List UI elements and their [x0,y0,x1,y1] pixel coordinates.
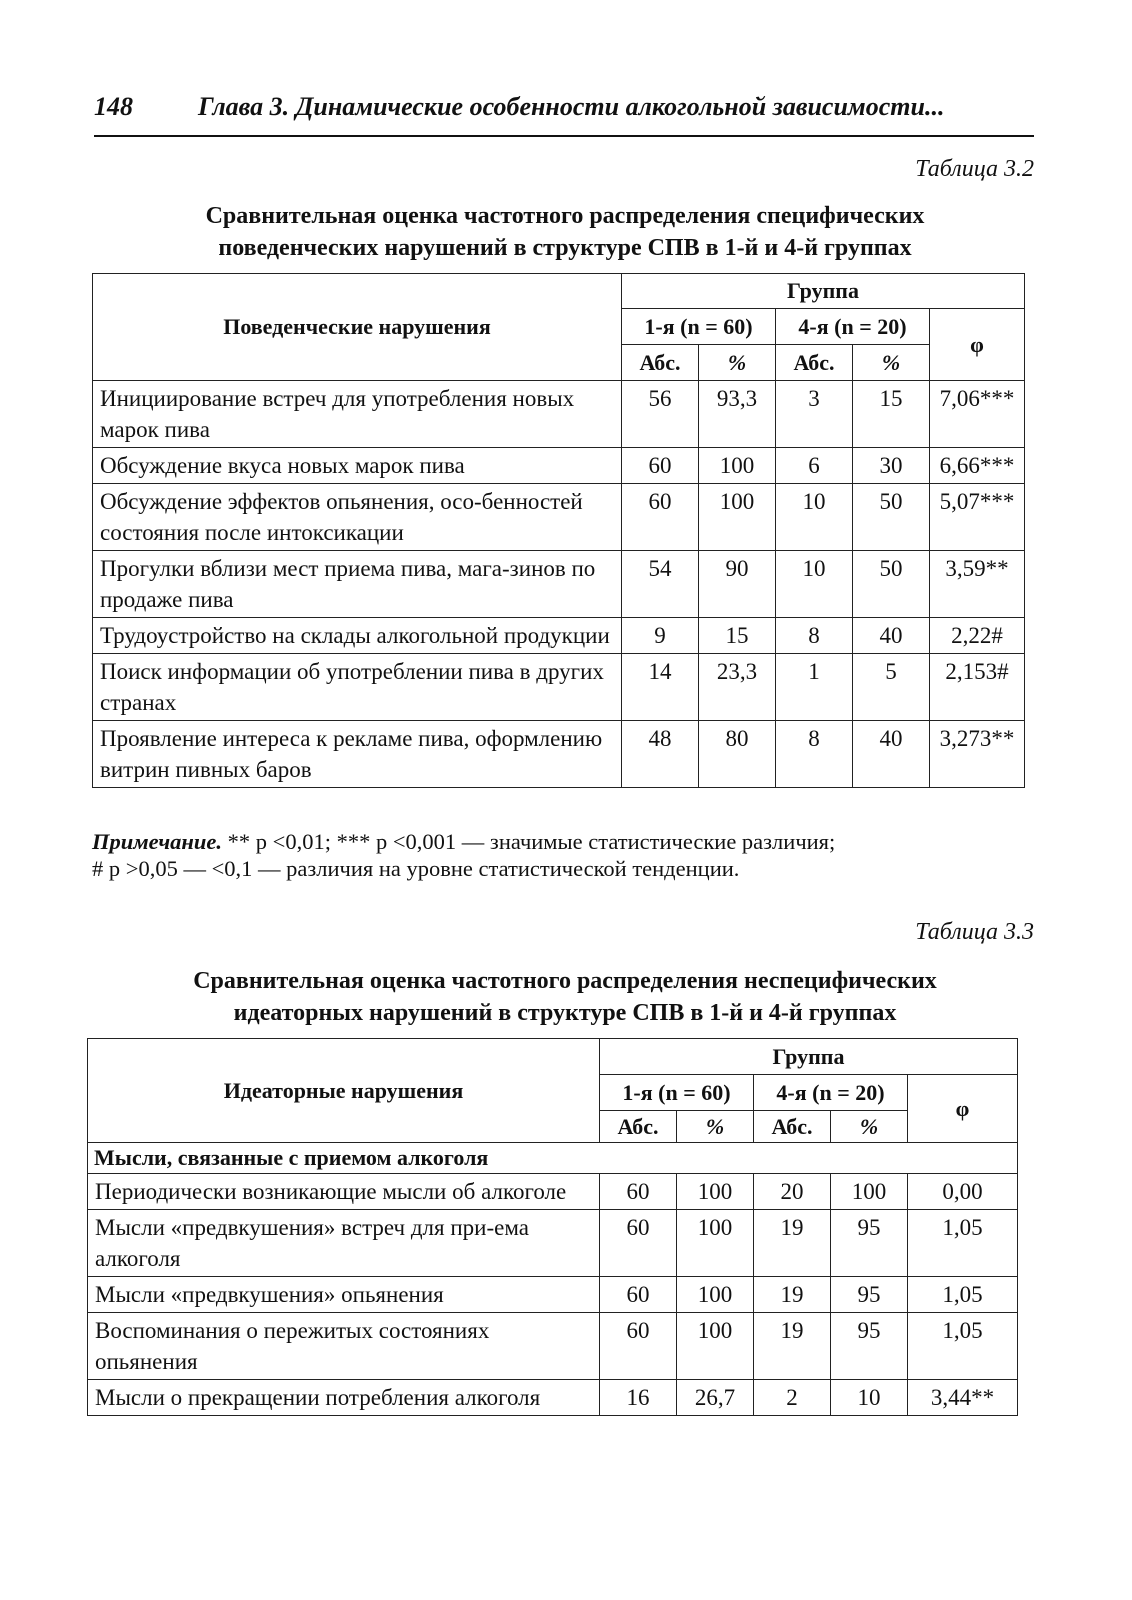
note-line-1: ** p <0,01; *** p <0,001 — значимые статистические различия; [227,829,836,854]
percent-header: % [677,1111,754,1143]
group-1-percent: 100 [677,1174,754,1210]
table-row [93,448,1025,484]
table-3-3-title-line-1: Сравнительная оценка частотного распределения неспецифических [193,968,937,994]
group-4-percent: 50 [853,484,930,551]
note-line-2: # p >0,05 — <0,1 — различия на уровне статистической тенденции. [92,856,740,881]
group-1-header [600,1075,754,1111]
group-1-abs: 60 [600,1313,677,1380]
group-1-percent: 90 [699,551,776,618]
table-note [92,828,1037,882]
group-1-abs: 16 [600,1380,677,1416]
group-1-percent: 93,3 [699,381,776,448]
group-4-abs: 1 [776,654,853,721]
note-label: Примечание. [92,829,223,854]
group-4-percent: 100 [831,1174,908,1210]
group-1-percent: 15 [699,618,776,654]
row-label: Инициирование встреч для употребления новых марок пива [93,381,622,448]
group-4-abs: 8 [776,721,853,788]
group-1-abs: 54 [622,551,699,618]
group-4-abs: 19 [754,1313,831,1380]
phi-value: 6,66*** [930,448,1025,484]
row-label: Обсуждение эффектов опьянения, осо-бенностей состояния после интоксикации [93,484,622,551]
row-label: Мысли о прекращении потребления алкоголя [88,1380,600,1416]
table-row [88,1174,1018,1210]
running-head [94,92,1034,122]
section-heading: Мысли, связанные с приемом алкоголя [88,1143,1018,1174]
phi-value: 3,44** [908,1380,1018,1416]
group-1-abs: 60 [600,1210,677,1277]
group-1-label: 1-я (n = 60) [622,1079,731,1105]
group-4-abs: 8 [776,618,853,654]
percent-header: % [831,1111,908,1143]
row-label: Прогулки вблизи мест приема пива, мага-зинов по продаже пива [93,551,622,618]
row-label: Воспоминания о пережитых состояниях опьянения [88,1313,600,1380]
group-1-percent: 80 [699,721,776,788]
group-4-abs: 6 [776,448,853,484]
group-4-percent: 5 [853,654,930,721]
phi-header: φ [908,1075,1018,1143]
row-label: Обсуждение вкуса новых марок пива [93,448,622,484]
header-rule [94,135,1034,137]
section-row [88,1143,1018,1174]
group-header: Группа [600,1039,1018,1075]
group-1-abs: 60 [622,484,699,551]
group-4-abs: 10 [776,551,853,618]
column-header-ideation: Идеаторные нарушения [88,1039,600,1143]
table-row [93,721,1025,788]
column-header-disorders: Поведенческие нарушения [93,274,622,381]
table-row [93,654,1025,721]
row-label: Проявление интереса к рекламе пива, оформлению витрин пивных баров [93,721,622,788]
group-1-abs: 60 [622,448,699,484]
group-4-percent: 40 [853,618,930,654]
phi-value: 7,06*** [930,381,1025,448]
group-4-abs: 10 [776,484,853,551]
group-1-percent: 100 [677,1313,754,1380]
table-3-3-title [90,965,1040,1029]
group-1-label: 1-я (n = 60) [644,313,753,339]
phi-value: 2,153# [930,654,1025,721]
group-4-header [754,1075,908,1111]
table-3-2-number: Таблица 3.2 [915,156,1034,182]
group-1-abs: 9 [622,618,699,654]
phi-header: φ [930,309,1025,381]
group-header: Группа [622,274,1025,309]
group-1-abs: 56 [622,381,699,448]
table-3-2-title-line-1: Сравнительная оценка частотного распределения специфических [205,203,925,229]
percent-header: % [853,345,930,381]
row-label: Периодически возникающие мысли об алкоголе [88,1174,600,1210]
phi-value: 1,05 [908,1277,1018,1313]
group-1-abs: 60 [600,1174,677,1210]
group-4-header [776,309,930,345]
group-1-percent: 100 [699,484,776,551]
group-1-abs: 14 [622,654,699,721]
group-1-percent: 23,3 [699,654,776,721]
table-row [93,484,1025,551]
group-4-abs: 2 [754,1380,831,1416]
group-4-abs: 3 [776,381,853,448]
group-4-percent: 10 [831,1380,908,1416]
table-3-3-number: Таблица 3.3 [915,919,1034,945]
row-label: Мысли «предвкушения» опьянения [88,1277,600,1313]
group-4-abs: 19 [754,1277,831,1313]
table-row [93,551,1025,618]
group-4-label: 4-я (n = 20) [776,1079,885,1105]
table-row [88,1313,1018,1380]
percent-header: % [699,345,776,381]
table-row [88,1277,1018,1313]
group-4-percent: 40 [853,721,930,788]
group-1-percent: 100 [677,1277,754,1313]
row-label: Трудоустройство на склады алкогольной продукции [93,618,622,654]
phi-value: 1,05 [908,1210,1018,1277]
group-4-percent: 95 [831,1313,908,1380]
table-row [93,381,1025,448]
abs-header: Абс. [754,1111,831,1143]
group-4-percent: 50 [853,551,930,618]
group-4-percent: 95 [831,1277,908,1313]
group-1-percent: 100 [699,448,776,484]
abs-header: Абс. [600,1111,677,1143]
group-4-label: 4-я (n = 20) [798,313,907,339]
group-4-abs: 20 [754,1174,831,1210]
table-3-2-title [90,200,1040,264]
chapter-title: Глава 3. Динамические особенности алкогольной зависимости... [198,92,945,121]
phi-value: 2,22# [930,618,1025,654]
abs-header: Абс. [776,345,853,381]
phi-value: 1,05 [908,1313,1018,1380]
row-label: Мысли «предвкушения» встреч для при-ема алкоголя [88,1210,600,1277]
group-4-abs: 19 [754,1210,831,1277]
table-row [88,1380,1018,1416]
group-1-percent: 100 [677,1210,754,1277]
group-1-percent: 26,7 [677,1380,754,1416]
phi-value: 3,273** [930,721,1025,788]
phi-value: 3,59** [930,551,1025,618]
table-row [88,1210,1018,1277]
table-3-2-title-line-2: поведенческих нарушений в структуре СПВ в 1-й и 4-й группах [218,235,912,261]
group-4-percent: 30 [853,448,930,484]
group-1-header [622,309,776,345]
table-3-3 [87,1038,1018,1416]
page-number: 148 [94,92,133,121]
table-3-2 [92,273,1025,788]
phi-value: 0,00 [908,1174,1018,1210]
group-1-abs: 48 [622,721,699,788]
group-4-percent: 95 [831,1210,908,1277]
abs-header: Абс. [622,345,699,381]
phi-value: 5,07*** [930,484,1025,551]
group-1-abs: 60 [600,1277,677,1313]
table-3-3-title-line-2: идеаторных нарушений в структуре СПВ в 1-й и 4-й группах [233,1000,897,1026]
row-label: Поиск информации об употреблении пива в других странах [93,654,622,721]
table-row [93,618,1025,654]
group-4-percent: 15 [853,381,930,448]
